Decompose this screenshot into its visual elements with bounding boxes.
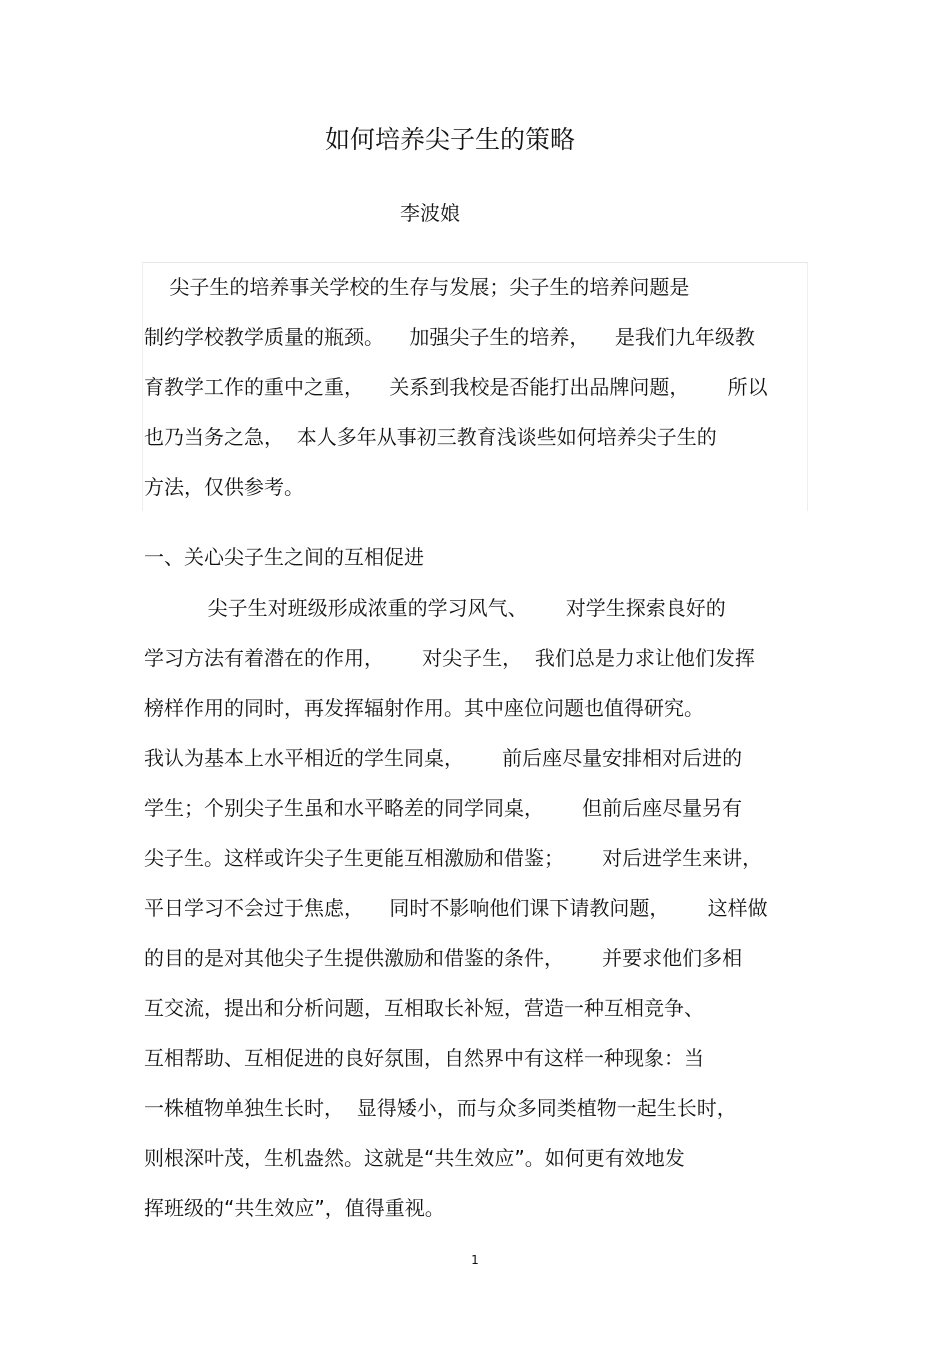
body-line: 学生；个别尖子生虽和水平略差的同学同桌， 但前后座尽量另有: [144, 796, 743, 820]
body-line: 互交流，提出和分析问题，互相取长补短，营造一种互相竞争、: [144, 996, 704, 1020]
abstract-line: 育教学工作的重中之重， 关系到我校是否能打出品牌问题， 所以: [144, 375, 768, 399]
abstract-line: 也乃当务之急， 本人多年从事初三教育浅谈些如何培养尖子生的: [144, 425, 717, 449]
author-name: 李波娘: [400, 201, 460, 225]
body-line: 一株植物单独生长时， 显得矮小，而与众多同类植物一起生长时，: [144, 1096, 737, 1120]
body-line: 学习方法有着潜在的作用， 对尖子生， 我们总是力求让他们发挥: [144, 646, 755, 670]
abstract-line: 方法，仅供参考。: [144, 475, 304, 499]
abstract-line: 制约学校教学质量的瓶颈。 加强尖子生的培养， 是我们九年级教: [144, 325, 755, 349]
body-line: 的目的是对其他尖子生提供激励和借鉴的条件， 并要求他们多相: [144, 946, 743, 970]
body-line: 尖子生。这样或许尖子生更能互相激励和借鉴； 对后进学生来讲，: [144, 846, 763, 870]
document-title: 如何培养尖子生的策略: [324, 125, 575, 154]
body-line: 我认为基本上水平相近的学生同桌， 前后座尽量安排相对后进的: [144, 746, 743, 770]
body-line: 挥班级的“共生效应”，值得重视。: [144, 1196, 445, 1220]
body-line: 尖子生对班级形成浓重的学习风气、 对学生探索良好的: [144, 596, 726, 620]
abstract-line: 尖子生的培养事关学校的生存与发展；尖子生的培养问题是: [144, 275, 690, 299]
page-number: 1: [471, 1253, 479, 1267]
section-heading: 一、关心尖子生之间的互相促进: [144, 545, 424, 569]
body-line: 则根深叶茂，生机盎然。这就是“共生效应”。如何更有效地发: [144, 1146, 685, 1170]
body-line: 互相帮助、互相促进的良好氛围，自然界中有这样一种现象：当: [144, 1046, 704, 1070]
body-line: 榜样作用的同时，再发挥辐射作用。其中座位问题也值得研究。: [144, 696, 704, 720]
body-line: 平日学习不会过于焦虑， 同时不影响他们课下请教问题， 这样做: [144, 896, 768, 920]
